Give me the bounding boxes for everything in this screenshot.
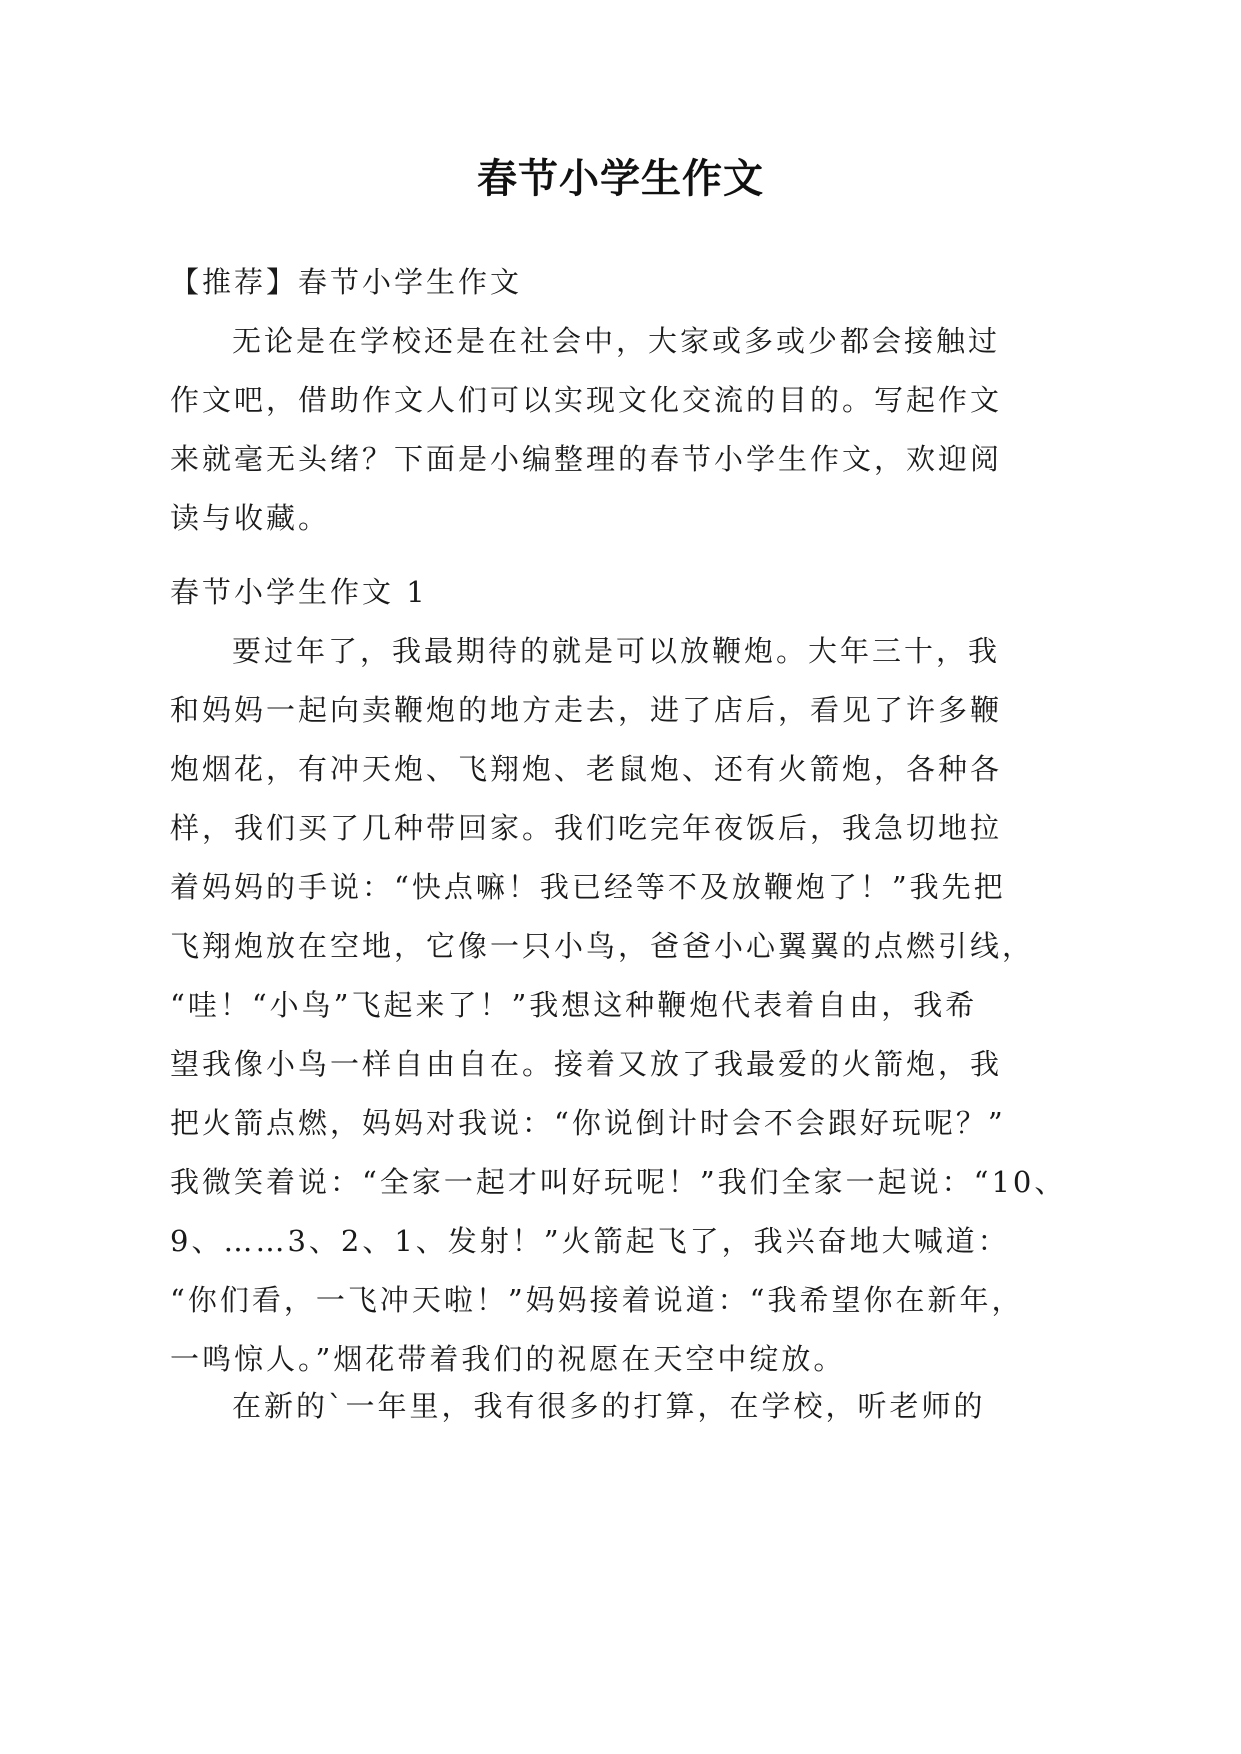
intro-line: 读与收藏。: [170, 501, 331, 535]
essay-line: 望我像小鸟一样自由自在。接着又放了我最爱的火箭炮，我: [170, 1047, 1003, 1081]
essay-line: 在新的`一年里，我有很多的打算，在学校，听老师的: [232, 1389, 986, 1423]
essay-line: 样，我们买了几种带回家。我们吃完年夜饭后，我急切地拉: [170, 811, 1003, 845]
intro-line: 作文吧，借助作文人们可以实现文化交流的目的。写起作文: [170, 383, 1003, 417]
essay-line: 一鸣惊人。”烟花带着我们的祝愿在天空中绽放。: [170, 1342, 846, 1376]
essay-line: “你们看，一飞冲天啦！”妈妈接着说道：“我希望你在新年，: [170, 1283, 1024, 1317]
essay-line: “哇！“小鸟”飞起来了！”我想这种鞭炮代表着自由，我希: [170, 988, 978, 1022]
essay-line: 着妈妈的手说：“快点嘛！我已经等不及放鞭炮了！”我先把: [170, 870, 1006, 904]
intro-line: 无论是在学校还是在社会中，大家或多或少都会接触过: [232, 324, 1001, 358]
intro-section: [170, 253, 1072, 548]
essay-1-paragraph-2: [170, 1377, 1072, 1436]
essay-line: 飞翔炮放在空地，它像一只小鸟，爸爸小心翼翼的点燃引线，: [170, 929, 1035, 963]
essay-line: 9、……3、2、1、发射！”火箭起飞了，我兴奋地大喊道：: [170, 1224, 1010, 1258]
document-title: 春节小学生作文: [477, 156, 764, 202]
intro-line: 来就毫无头绪？下面是小编整理的春节小学生作文，欢迎阅: [170, 442, 1003, 476]
intro-heading: 【推荐】春节小学生作文: [170, 265, 523, 299]
essay-1-section: [170, 563, 1072, 1389]
essay-line: 要过年了，我最期待的就是可以放鞭炮。大年三十，我: [232, 634, 1001, 668]
essay-line: 我微笑着说：“全家一起才叫好玩呢！”我们全家一起说：“10、: [170, 1165, 1067, 1199]
essay-1-heading: 春节小学生作文 1: [170, 575, 428, 609]
essay-line: 炮烟花，有冲天炮、飞翔炮、老鼠炮、还有火箭炮，各种各: [170, 752, 1003, 786]
essay-line: 和妈妈一起向卖鞭炮的地方走去，进了店后，看见了许多鞭: [170, 693, 1003, 727]
essay-line: 把火箭点燃，妈妈对我说：“你说倒计时会不会跟好玩呢？”: [170, 1106, 1006, 1140]
